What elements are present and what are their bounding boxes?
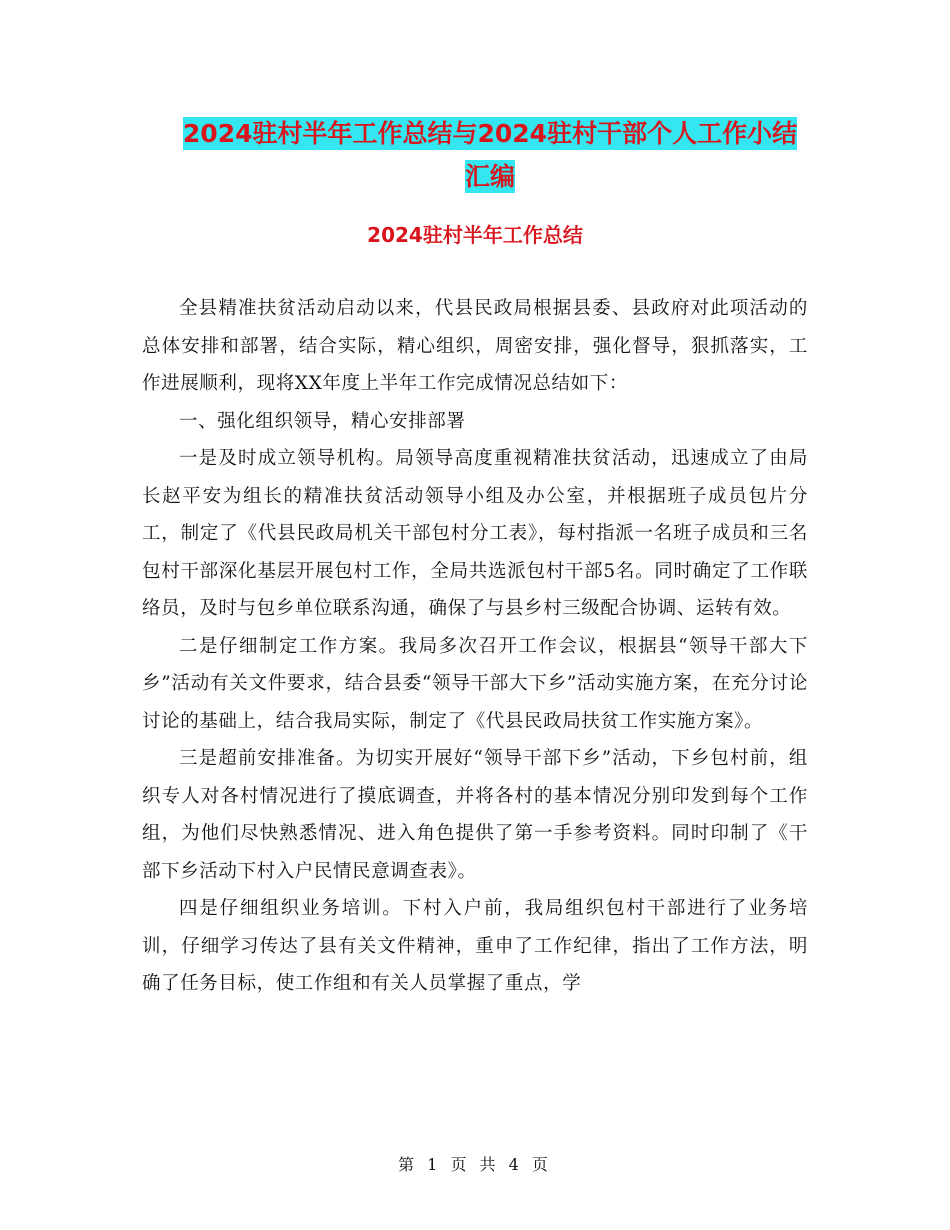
paragraph-4: 四是仔细组织业务培训。下村入户前，我局组织包村干部进行了业务培训，仔细学习传达了县有关文件精神，重申了工作纪律，指出了工作方法，明确了任务目标，使工作组和有关人员掌握了重点，学 [142,898,808,994]
paragraph-2: 二是仔细制定工作方案。我局多次召开工作会议，根据县“领导干部大下乡”活动有关文件要求，结合县委“领导干部大下乡”活动实施方案，在充分讨论讨论的基础上，结合我局实际，制定了《代县民政局扶贫工作实施方案》。 [142,635,808,732]
paragraph-heading-1: 一、强化组织领导，精心安排部署 [179,410,466,432]
paragraph-intro: 全县精准扶贫活动启动以来，代县民政局根据县委、县政府对此项活动的总体安排和部署，结合实际，精心组织，周密安排，强化督导，狠抓落实，工作进展顺利，现将XX年度上半年工作完成情况总结如下： [142,298,808,394]
section-title: 2024驻村半年工作总结 [367,223,583,247]
document-title [140,112,840,198]
paragraph-3: 三是超前安排准备。为切实开展好“领导干部下乡”活动，下乡包村前，组织专人对各村情况进行了摸底调查，并将各村的基本情况分别印发到每个工作组，为他们尽快熟悉情况、进入角色提供了第一手参考资料。同时印制了《干部下乡活动下村入户民情民意调查表》。 [142,748,808,882]
document-body [142,290,808,1003]
page-footer: 第 1 页 共 4 页 [398,1155,552,1174]
paragraph-1: 一是及时成立领导机构。局领导高度重视精准扶贫活动，迅速成立了由局长赵平安为组长的精准扶贫活动领导小组及办公室，并根据班子成员包片分工，制定了《代县民政局机关干部包村分工表》，每村指派一名班子成员和三名包村干部深化基层开展包村工作，全局共选派包村干部5名。同时确定了工作联络员，及时与包乡单位联系沟通，确保了与县乡村三级配合协调、运转有效。 [142,448,808,619]
document-title-line1: 2024驻村半年工作总结与2024驻村干部个人工作小结 [182,119,798,148]
document-title-line2: 汇编 [464,162,515,191]
